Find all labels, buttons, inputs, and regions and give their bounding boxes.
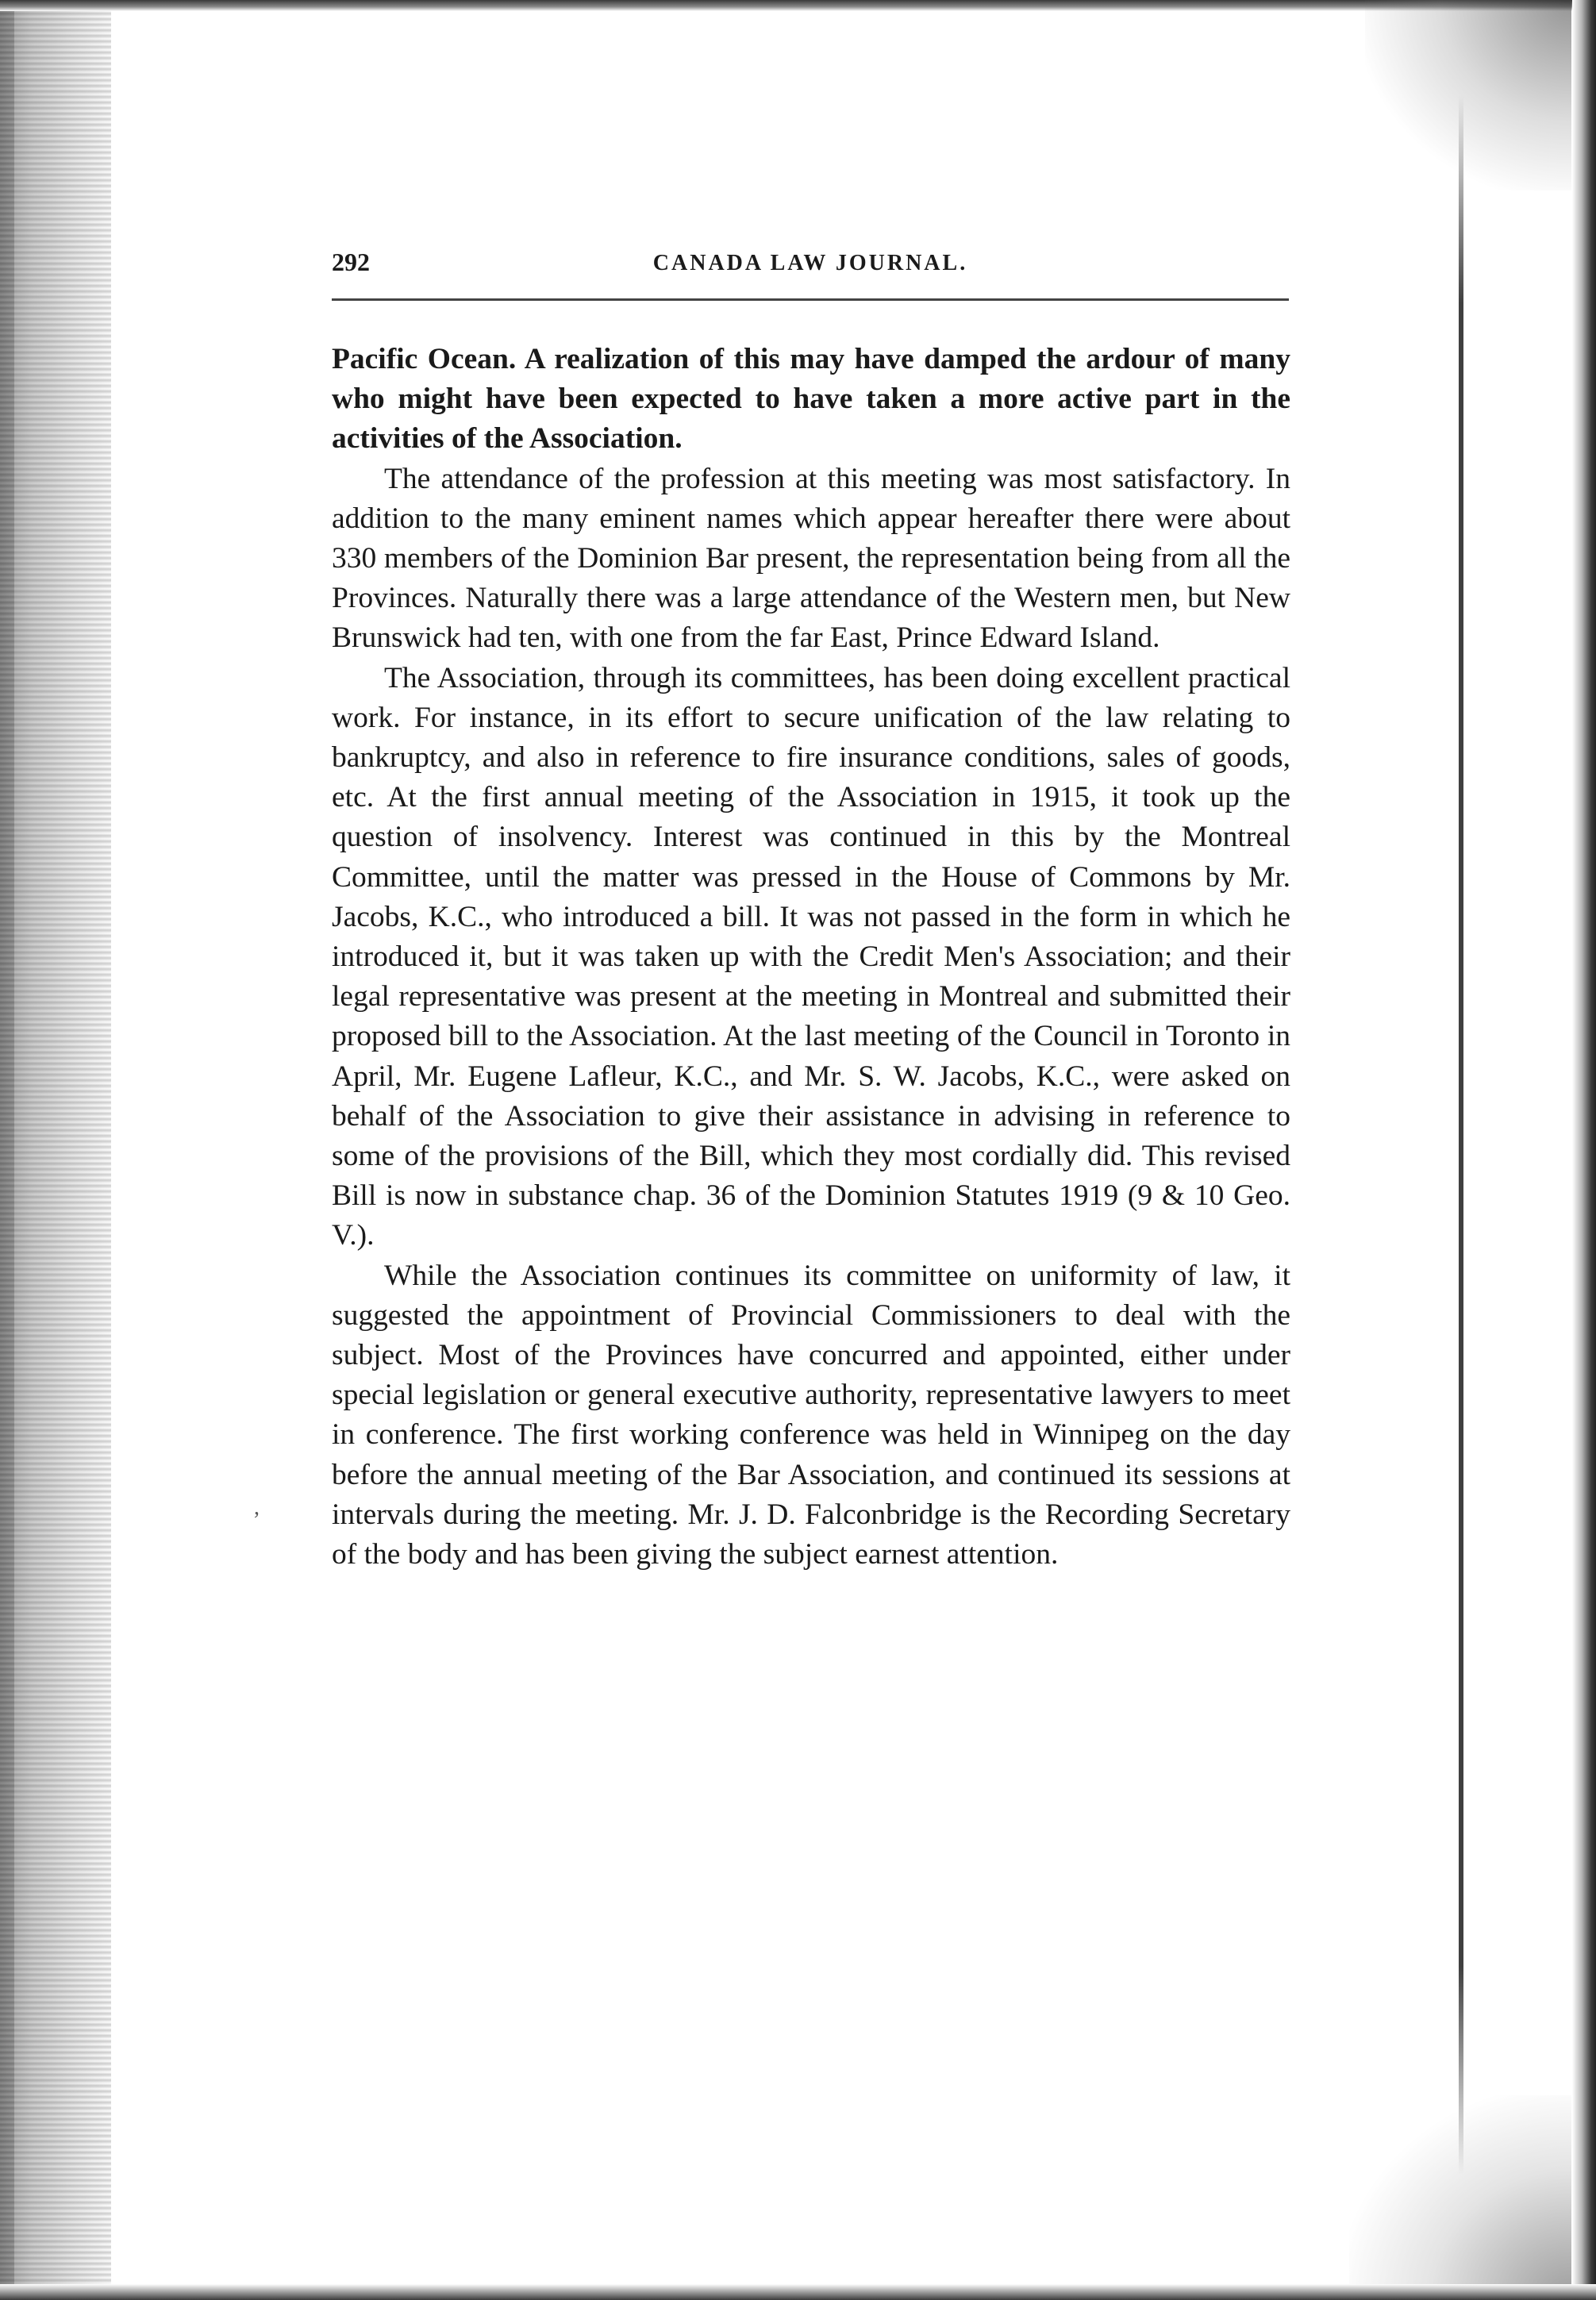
paragraph-4: While the Association continues its committee on uniformity of law, it suggested the appointment of Provincial Commissioners to deal with the subject. Most of the Provinces have concurred and appointed, either under special legislation or general executive authority, representative lawyers to meet in conference. The first working conference was held in Winnipeg on the day before the annual meeting of the Bar Association, and continued its sessions at intervals during the meeting. Mr. J. D. Falconbridge is the Recording Secretary of the body and has been giving the subject earnest attention. xyxy=(332,1259,1290,1571)
scan-edge-right xyxy=(1572,0,1596,2300)
journal-title: CANADA LAW JOURNAL. xyxy=(652,251,968,275)
scan-corner-bottom-right xyxy=(1349,2095,1571,2300)
running-head xyxy=(332,248,1289,295)
paragraph-3: The Association, through its committees, has been doing excellent practical work. For instance, in its effort to secure unification of the law relating to bankruptcy, and also in reference to fire insurance conditions, sales of goods, etc. At the first annual meeting of the Association in 1915, it took up the question of insolvency. Interest was continued in this by the Montreal Committee, until the matter was pressed in the House of Commons by Mr. Jacobs, K.C., who introduced a bill. It was not passed in the form in which he introduced it, but it was taken up with the Credit Men's Association; and their legal representative was present at the meeting in Montreal and submitted their proposed bill to the Association. At the last meeting of the Council in Toronto in April, Mr. Eugene Lafleur, K.C., and Mr. S. W. Jacobs, K.C., were asked on behalf of the Association to give their assistance in advising in reference to some of the provisions of the Bill, which they most cordially did. This revised Bill is now in substance chap. 36 of the Dominion Statutes 1919 (9 & 10 Geo. V.). xyxy=(332,661,1290,1252)
paragraph-2: The attendance of the profession at this meeting was most satisfactory. In addition to the many eminent names which appear hereafter there were about 330 members of the Dominion Bar present, the representation being from all the Provinces. Naturally there was a large attendance of the Western men, but New Brunswick had ten, with one from the far East, Prince Edward Island. xyxy=(332,462,1290,655)
article-body xyxy=(332,340,1290,1575)
page-edge-right xyxy=(1459,95,1463,2175)
paragraph-1: Pacific Ocean. A realization of this may have damped the ardour of many who might have been expected to have taken a more active part in the activities of the Association. xyxy=(332,343,1290,456)
header-rule xyxy=(332,298,1289,301)
stray-ink-mark: , xyxy=(254,1495,260,1520)
scan-shadow-left xyxy=(0,0,111,2300)
scan-edge-bottom xyxy=(0,2284,1596,2300)
page-number: 292 xyxy=(332,248,370,276)
scan-edge-top xyxy=(0,0,1596,11)
scan-corner-top-right xyxy=(1365,0,1571,190)
